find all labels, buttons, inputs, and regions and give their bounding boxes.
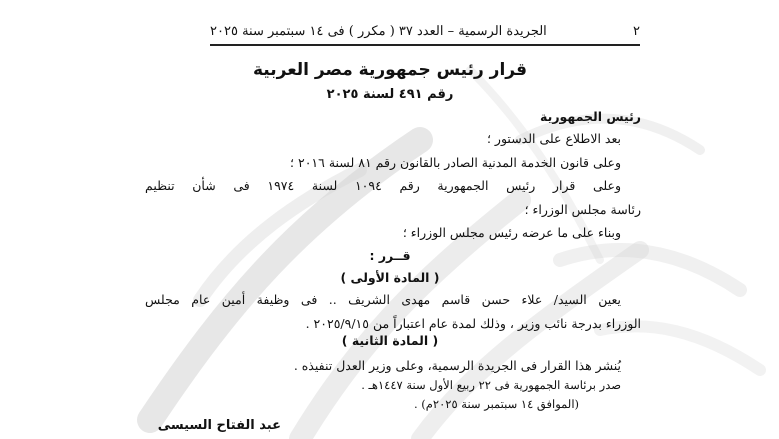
preamble-line: وعلى قانون الخدمة المدنية الصادر بالقانون رقم ٨١ لسنة ٢٠١٦ ؛	[290, 155, 621, 170]
article2-text: يُنشر هذا القرار فى الجريدة الرسمية، وعلى وزير العدل تنفيذه .	[293, 358, 621, 373]
article1-heading: ( المادة الأولى )	[340, 270, 440, 285]
decided-heading: قــرر :	[369, 248, 411, 263]
issued-line: صدر برئاسة الجمهورية فى ٢٢ ربيع الأول سنة ١٤٤٧هـ .	[361, 378, 621, 392]
article1-line: الوزراء بدرجة نائب وزير ، وذلك لمدة عام اعتباراً من ٢٠٢٥/٩/١٥ .	[305, 316, 641, 331]
preamble-line: بعد الاطلاع على الدستور ؛	[486, 131, 621, 146]
preamble-line: وعلى قرار رئيس الجمهورية رقم ١٠٩٤ لسنة ١٩٧٤ فى شأن تنظيم	[145, 178, 622, 193]
decree-title: قرار رئيس جمهورية مصر العربية	[252, 60, 527, 80]
preamble-line: رئاسة مجلس الوزراء ؛	[524, 202, 641, 217]
signature-name: عبد الفتاح السيسى	[157, 418, 281, 433]
article2-heading: ( المادة الثانية )	[341, 333, 439, 348]
publication-line: الجريدة الرسمية – العدد ٣٧ ( مكرر ) فى ١٤ سبتمبر سنة ٢٠٢٥	[210, 24, 547, 39]
header-divider	[210, 44, 640, 46]
page-number: ٢	[633, 24, 640, 39]
article1-line: يعين السيد/ علاء حسن قاسم مهدى الشريف .. فى وظيفة أمين عام مجلس	[145, 292, 621, 307]
preamble-line: وبناء على ما عرضه رئيس مجلس الوزراء ؛	[402, 225, 621, 240]
issuer-heading: رئيس الجمهورية	[540, 109, 641, 124]
decree-number: رقم ٤٩١ لسنة ٢٠٢٥	[326, 87, 454, 102]
corresponding-date-line: (الموافق ١٤ سبتمبر سنة ٢٠٢٥م) .	[414, 397, 579, 411]
